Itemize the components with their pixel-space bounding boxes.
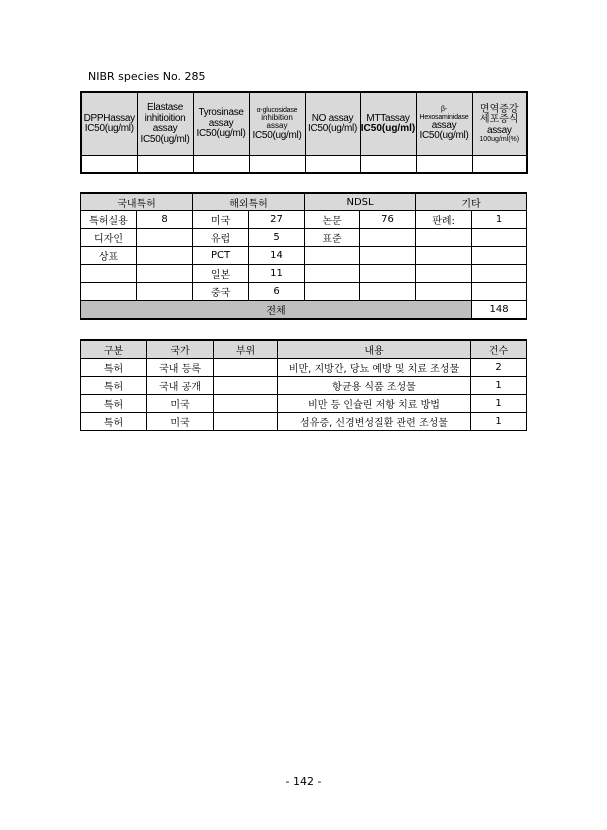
- patent-cell: [472, 229, 527, 247]
- detail-cell: 특허: [81, 413, 147, 431]
- assay-header-immune: [472, 92, 527, 156]
- patent-cell: 논문: [305, 211, 360, 229]
- assay-table: [80, 91, 528, 174]
- patent-header-domestic: 국내특허: [81, 193, 193, 211]
- patent-cell: [137, 229, 193, 247]
- patent-cell: 6: [249, 283, 305, 301]
- patent-row: [81, 229, 527, 247]
- detail-cell: 2: [471, 359, 527, 377]
- detail-row: [81, 359, 527, 377]
- assay-header-mtt: [360, 92, 416, 156]
- assay-header-tyrosinase: [193, 92, 249, 156]
- patent-header-overseas: 해외특허: [193, 193, 305, 211]
- patent-row: [81, 247, 527, 265]
- detail-cell: 특허: [81, 377, 147, 395]
- assay-header-line: MTTassay: [366, 112, 410, 124]
- assay-header-line: β-: [441, 106, 447, 114]
- patent-row: [81, 265, 527, 283]
- patent-cell: [360, 265, 416, 283]
- page-number: - 142 -: [285, 775, 322, 788]
- detail-cell: 비만, 지방간, 당뇨 예방 및 치료 조성물: [278, 359, 471, 377]
- assay-header-elastase: [137, 92, 193, 156]
- detail-cell: 항균용 식품 조성물: [278, 377, 471, 395]
- assay-value-cell: [360, 156, 416, 174]
- assay-value-cell: [193, 156, 249, 174]
- assay-header-no: [305, 92, 360, 156]
- assay-header-line: inhitioition: [144, 112, 186, 124]
- detail-cell: 섬유증, 신경변성질환 관련 조성물: [278, 413, 471, 431]
- patent-cell: 76: [360, 211, 416, 229]
- detail-cell: [214, 395, 278, 413]
- patent-cell: [137, 247, 193, 265]
- assay-header-dpph: [81, 92, 137, 156]
- patent-cell: [137, 265, 193, 283]
- assay-header-line: IC50(ug/ml): [196, 128, 246, 140]
- assay-header-line: assay: [431, 119, 457, 131]
- detail-cell: 1: [471, 377, 527, 395]
- detail-header-country: 국가: [147, 340, 214, 359]
- detail-header-part: 부위: [214, 340, 278, 359]
- assay-header-line: IC50(ug/ml): [360, 123, 416, 134]
- patent-cell: [81, 265, 137, 283]
- detail-cell: 국내 등록: [147, 359, 214, 377]
- assay-header-line: assay: [208, 117, 234, 129]
- patent-cell: [472, 283, 527, 301]
- detail-cell: 미국: [147, 395, 214, 413]
- assay-header-line: IC50(ug/ml): [140, 133, 190, 145]
- assay-value-cell: [249, 156, 305, 174]
- detail-cell: [214, 413, 278, 431]
- assay-header-line: IC50(ug/ml): [308, 123, 357, 134]
- detail-header-content: 내용: [278, 340, 471, 359]
- assay-value-row: [81, 156, 527, 174]
- assay-header-line: Hexosaminidase: [419, 113, 469, 121]
- detail-row: [81, 395, 527, 413]
- assay-header-line: inhibition: [261, 113, 293, 123]
- assay-header-alpha-glucosidase: [249, 92, 305, 156]
- patent-cell: 14: [249, 247, 305, 265]
- assay-header-line: assay: [486, 124, 512, 136]
- detail-header-type: 구분: [81, 340, 147, 359]
- assay-header-row: [81, 92, 527, 156]
- patent-cell: [305, 265, 360, 283]
- patent-cell: [416, 229, 472, 247]
- assay-header-line: IC50(ug/ml): [84, 123, 134, 134]
- patent-cell: 미국: [193, 211, 249, 229]
- patent-cell: [305, 283, 360, 301]
- patent-total-value: 148: [472, 301, 527, 320]
- patent-summary-table: [80, 192, 527, 320]
- patent-cell: [360, 283, 416, 301]
- assay-header-line: IC50(ug/ml): [419, 130, 469, 142]
- patent-cell: 특허실용: [81, 211, 137, 229]
- patent-row: [81, 211, 527, 229]
- assay-header-line: NO assay: [311, 112, 354, 124]
- detail-cell: 국내 공개: [147, 377, 214, 395]
- patent-cell: [416, 265, 472, 283]
- detail-cell: 미국: [147, 413, 214, 431]
- detail-row: [81, 413, 527, 431]
- patent-total-row: [81, 301, 527, 320]
- patent-cell: 표준: [305, 229, 360, 247]
- assay-value-cell: [81, 156, 137, 174]
- assay-value-cell: [305, 156, 360, 174]
- assay-header-line: α-glucosidase: [256, 106, 298, 114]
- detail-row: [81, 377, 527, 395]
- patent-header-other: 기타: [416, 193, 527, 211]
- patent-cell: [416, 283, 472, 301]
- patent-cell: [81, 283, 137, 301]
- assay-header-line: IC50(ug/ml): [252, 129, 302, 141]
- patent-cell: 8: [137, 211, 193, 229]
- detail-cell: 비만 등 인슐린 저항 치료 방법: [278, 395, 471, 413]
- assay-header-line: 면역증강: [479, 103, 519, 115]
- detail-cell: [214, 359, 278, 377]
- assay-value-cell: [416, 156, 472, 174]
- species-label: NIBR species No. 285: [88, 70, 206, 83]
- patent-cell: [472, 265, 527, 283]
- detail-header-row: [81, 340, 527, 359]
- patent-detail-table: [80, 339, 527, 431]
- patent-cell: 디자인: [81, 229, 137, 247]
- assay-header-line: DPPHassay: [83, 112, 135, 124]
- assay-value-cell: [137, 156, 193, 174]
- patent-cell: [360, 247, 416, 265]
- patent-cell: 유럽: [193, 229, 249, 247]
- patent-header-row: [81, 193, 527, 211]
- assay-value-cell: [472, 156, 527, 174]
- patent-cell: 5: [249, 229, 305, 247]
- patent-cell: 27: [249, 211, 305, 229]
- patent-cell: [472, 247, 527, 265]
- detail-cell: 특허: [81, 395, 147, 413]
- patent-cell: 11: [249, 265, 305, 283]
- assay-header-line: 100ug/ml(%): [479, 136, 520, 144]
- patent-cell: 중국: [193, 283, 249, 301]
- assay-header-line: assay: [266, 121, 288, 131]
- assay-header-line: assay: [152, 123, 178, 134]
- patent-cell: [137, 283, 193, 301]
- patent-row: [81, 283, 527, 301]
- patent-cell: 1: [472, 211, 527, 229]
- patent-cell: [416, 247, 472, 265]
- patent-total-label: 전체: [81, 301, 472, 320]
- assay-header-line: Elastase: [147, 102, 183, 113]
- detail-cell: 1: [471, 413, 527, 431]
- patent-cell: 판례:: [416, 211, 472, 229]
- detail-header-count: 건수: [471, 340, 527, 359]
- detail-cell: 1: [471, 395, 527, 413]
- patent-cell: 일본: [193, 265, 249, 283]
- patent-cell: 상표: [81, 247, 137, 265]
- patent-header-ndsl: NDSL: [305, 193, 416, 211]
- detail-cell: 특허: [81, 359, 147, 377]
- patent-cell: [305, 247, 360, 265]
- assay-header-line: Tyrosinase: [198, 107, 244, 119]
- assay-header-hexosaminidase: [416, 92, 472, 156]
- patent-cell: PCT: [193, 247, 249, 265]
- patent-cell: [360, 229, 416, 247]
- detail-cell: [214, 377, 278, 395]
- assay-header-line: 세포증식: [479, 114, 519, 126]
